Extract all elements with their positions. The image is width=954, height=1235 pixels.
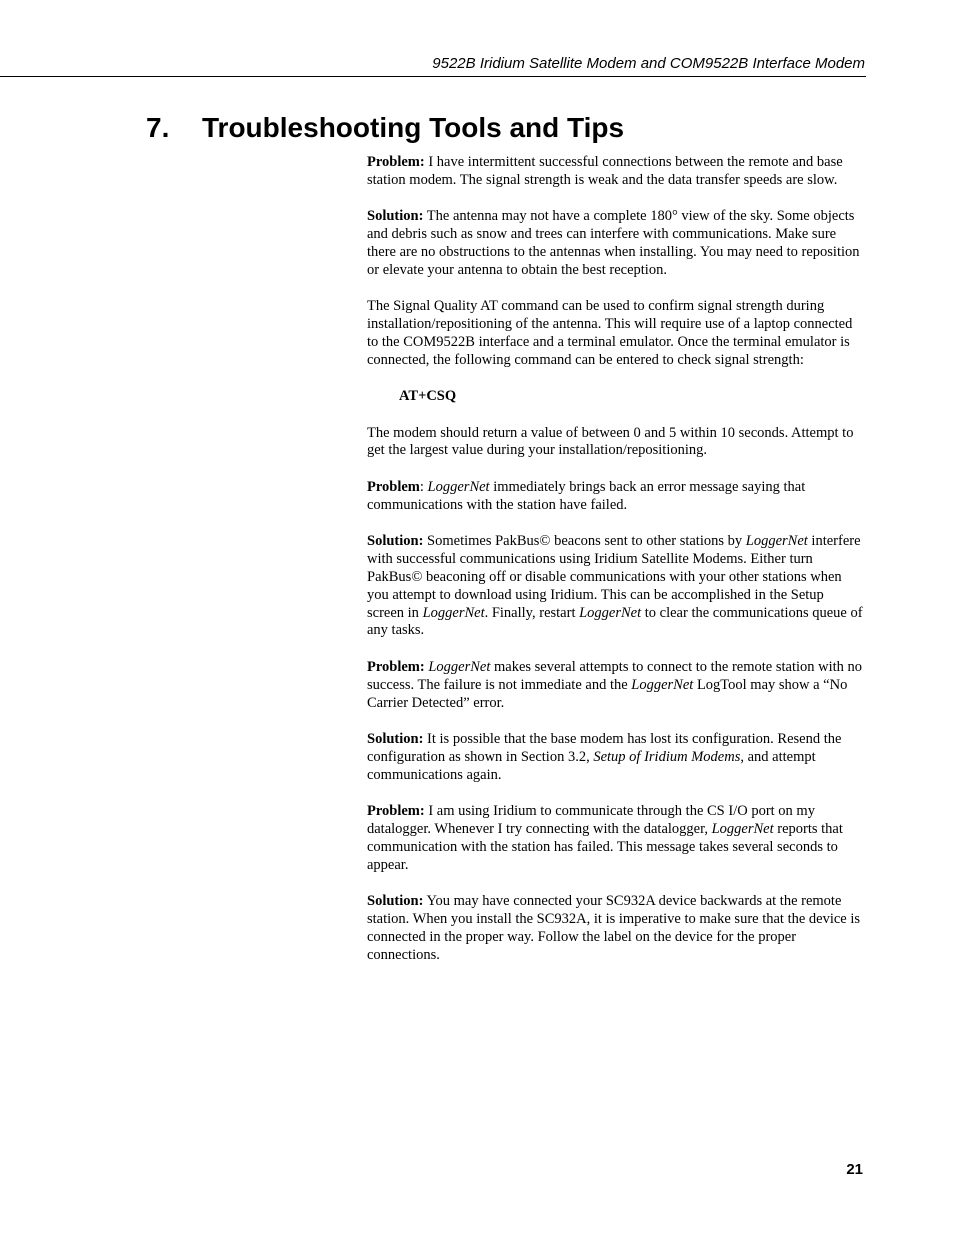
- paragraph-text: reports that communication with the station has failed. This message takes several seconds to appear.: [367, 820, 843, 873]
- paragraph-solution-4: [367, 893, 863, 965]
- paragraph-text: , and attempt communications again.: [367, 748, 816, 783]
- paragraph-text: . Finally, restart: [484, 604, 580, 621]
- lead-label: Solution:: [367, 208, 424, 225]
- lead-label: Solution:: [367, 532, 424, 549]
- lead-label: Problem:: [367, 802, 425, 819]
- paragraph-text: It is possible that the base modem has lost its configuration. Resend the configuration as shown in Section 3.2,: [367, 730, 842, 765]
- chapter-title-text: Troubleshooting Tools and Tips: [202, 112, 625, 143]
- running-header: 9522B Iridium Satellite Modem and COM9522B Interface Modem: [432, 55, 865, 72]
- app-name: LoggerNet: [745, 532, 808, 549]
- paragraph-text: You may have connected your SC932A device backwards at the remote station. When you install the SC932A, it is imperative to make sure that the device is connected in the proper way. Follow the label on the device for the proper connections.: [367, 893, 861, 963]
- paragraph-solution-3: [367, 731, 863, 785]
- paragraph-solution-2: [367, 533, 863, 640]
- paragraph-problem-4: [367, 803, 863, 875]
- paragraph-text: LogTool may show a “No Carrier Detected” error.: [367, 676, 848, 711]
- paragraph-problem-3: [367, 659, 863, 713]
- lead-label: Problem:: [367, 154, 425, 170]
- paragraph-text: I am using Iridium to communicate through the CS I/O port on my datalogger. Whenever I try connecting with the datalogger,: [367, 802, 815, 837]
- app-name: LoggerNet: [579, 604, 642, 621]
- lead-label: Problem:: [367, 658, 425, 675]
- paragraph-signal-quality: [367, 298, 863, 370]
- command-at-csq: AT+CSQ: [399, 388, 457, 405]
- lead-label: Solution:: [367, 893, 424, 909]
- lead-label: Solution:: [367, 730, 424, 747]
- paragraph-modem-return: [367, 425, 863, 461]
- paragraph-text: The modem should return a value of between 0 and 5 within 10 seconds. Attempt to get the largest value during your installation/repositioning.: [367, 424, 854, 459]
- app-name: LoggerNet: [427, 478, 490, 495]
- paragraph-text: The antenna may not have a complete 180° view of the sky. Some objects and debris such as snow and trees can interfere with communications. Make sure there are no obstructions to the antennas when installing. You may need to reposition or elevate your antenna to obtain the best reception.: [367, 208, 860, 278]
- paragraph-text: The Signal Quality AT command can be used to confirm signal strength during installation/repositioning of the antenna. This will require use of a laptop connected to the COM9522B interface and a terminal emulator. Once the terminal emulator is connected, the following command can be entered to check signal strength:: [367, 298, 853, 368]
- paragraph-text: I have intermittent successful connections between the remote and base station modem. The signal strength is weak and the data transfer speeds are slow.: [367, 154, 843, 188]
- paragraph-text: interfere with successful communications using Iridium Satellite Modems. Either turn PakBus© beaconing off or disable communications with your other stations when you attempt to download using Iridium. This can be accomplished in the Setup screen in: [367, 532, 861, 621]
- paragraph-text: immediately brings back an error message saying that communications with the station have failed.: [367, 478, 806, 513]
- app-name: LoggerNet: [428, 658, 491, 675]
- page-number: 21: [846, 1161, 863, 1178]
- paragraph-text: to clear the communications queue of any tasks.: [367, 604, 863, 639]
- header-rule: [0, 76, 866, 77]
- app-name: LoggerNet: [631, 676, 694, 693]
- chapter-number: 7.: [146, 112, 170, 143]
- chapter-title: [146, 110, 624, 146]
- paragraph-solution-1: [367, 208, 863, 280]
- body-text: [367, 154, 863, 983]
- section-reference: Setup of Iridium Modems: [593, 748, 741, 765]
- app-name: LoggerNet: [711, 820, 774, 837]
- lead-label: Problem: [367, 478, 420, 495]
- paragraph-text: makes several attempts to connect to the remote station with no success. The failure is not immediate and the: [367, 658, 863, 693]
- paragraph-text: :: [419, 478, 428, 495]
- app-name: LoggerNet: [422, 604, 485, 621]
- paragraph-problem-2: [367, 479, 863, 515]
- paragraph-problem-1: [367, 154, 863, 190]
- paragraph-text: Sometimes PakBus© beacons sent to other stations by: [423, 532, 746, 549]
